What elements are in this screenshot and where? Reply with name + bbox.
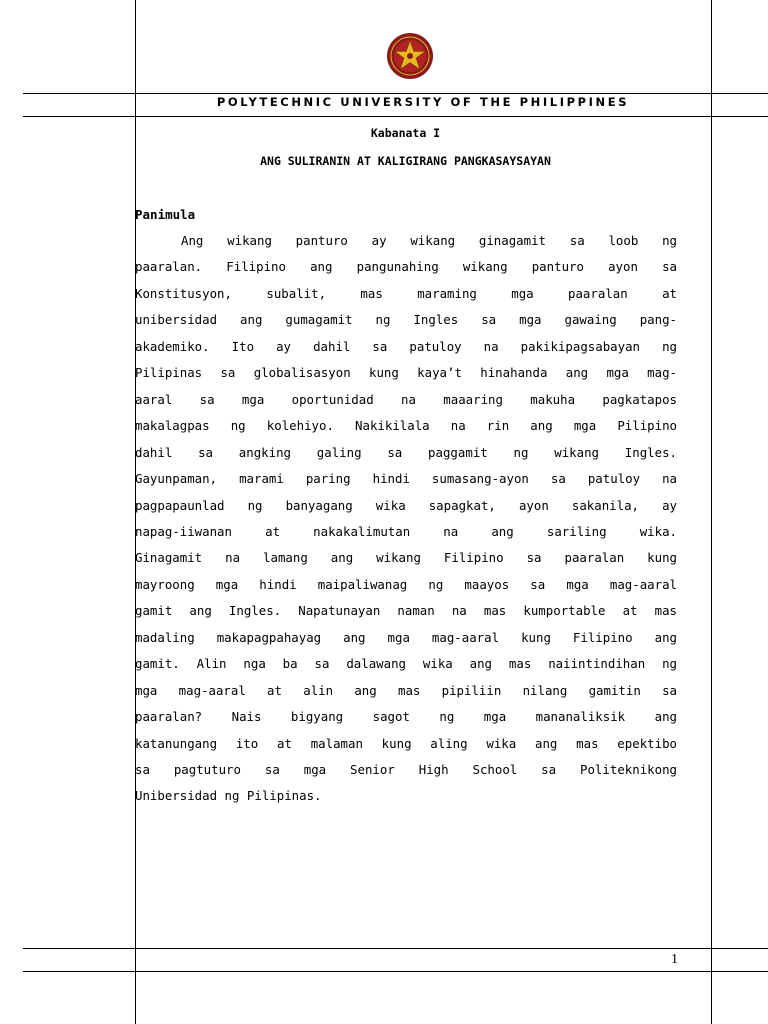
body-line: Konstitusyon, subalit, mas maraming mga paaralan at: [135, 285, 677, 301]
body-line: mga mag-aaral at alin ang mas pipiliin nilang gamitin sa: [135, 682, 677, 698]
section-heading: Panimula: [135, 207, 196, 222]
footer-rule-bottom: [23, 971, 768, 972]
header-rule-bottom: [23, 116, 768, 117]
body-line: gamit ang Ingles. Napatunayan naman na mas kumportable at mas: [135, 603, 677, 619]
body-line: pagpapaunlad ng banyagang wika sapagkat, ayon sakanila, ay: [135, 497, 677, 513]
body-line: makalagpas ng kolehiyo. Nakikilala na rin ang mga Pilipino: [135, 418, 677, 434]
pup-seal-icon: [386, 32, 434, 80]
body-line: Ginagamit na lamang ang wikang Filipino sa paaralan kung: [135, 550, 677, 566]
page-number: 1: [671, 952, 678, 967]
header-rule-top: [23, 93, 768, 94]
body-line: Pilipinas sa globalisasyon kung kaya’t hinahanda ang mga mag-: [135, 365, 677, 381]
body-line: mayroong mga hindi maipaliwanag ng maayos sa mga mag-aaral: [135, 576, 677, 592]
body-line: sa pagtuturo sa mga Senior High School sa Politeknikong: [135, 762, 677, 777]
body-line: dahil sa angking galing sa paggamit ng wikang Ingles.: [135, 444, 677, 460]
body-line: Unibersidad ng Pilipinas.: [135, 788, 322, 804]
body-line: paaralan. Filipino ang pangunahing wikang panturo ayon sa: [135, 259, 677, 275]
body-line: paaralan? Nais bigyang sagot ng mga mananaliksik ang: [135, 709, 677, 725]
body-line: napag-iiwanan at nakakalimutan na ang sariling wika.: [135, 523, 677, 539]
body-line: Gayunpaman, marami paring hindi sumasang-ayon sa patuloy na: [135, 471, 677, 487]
right-margin-line: [711, 0, 712, 1024]
body-line: akademiko. Ito ay dahil sa patuloy na pakikipagsabayan ng: [135, 338, 677, 354]
body-line: aaral sa mga oportunidad na maaaring makuha pagkatapos: [135, 391, 677, 407]
chapter-number: Kabanata I: [370, 126, 441, 140]
footer-rule-top: [23, 948, 768, 949]
body-line: madaling makapagpahayag ang mga mag-aaral kung Filipino ang: [135, 629, 677, 645]
chapter-title: ANG SULIRANIN AT KALIGIRANG PANGKASAYSAYAN: [260, 154, 551, 168]
body-line: Ang wikang panturo ay wikang ginagamit sa loob ng: [181, 233, 677, 248]
body-line: gamit. Alin nga ba sa dalawang wika ang mas naiintindihan ng: [135, 656, 677, 672]
body-line: unibersidad ang gumagamit ng Ingles sa mga gawaing pang-: [135, 312, 677, 328]
body-line: katanungang ito at malaman kung aling wika ang mas epektibo: [135, 735, 677, 751]
university-name: POLYTECHNIC UNIVERSITY OF THE PHILIPPINES: [216, 95, 630, 109]
